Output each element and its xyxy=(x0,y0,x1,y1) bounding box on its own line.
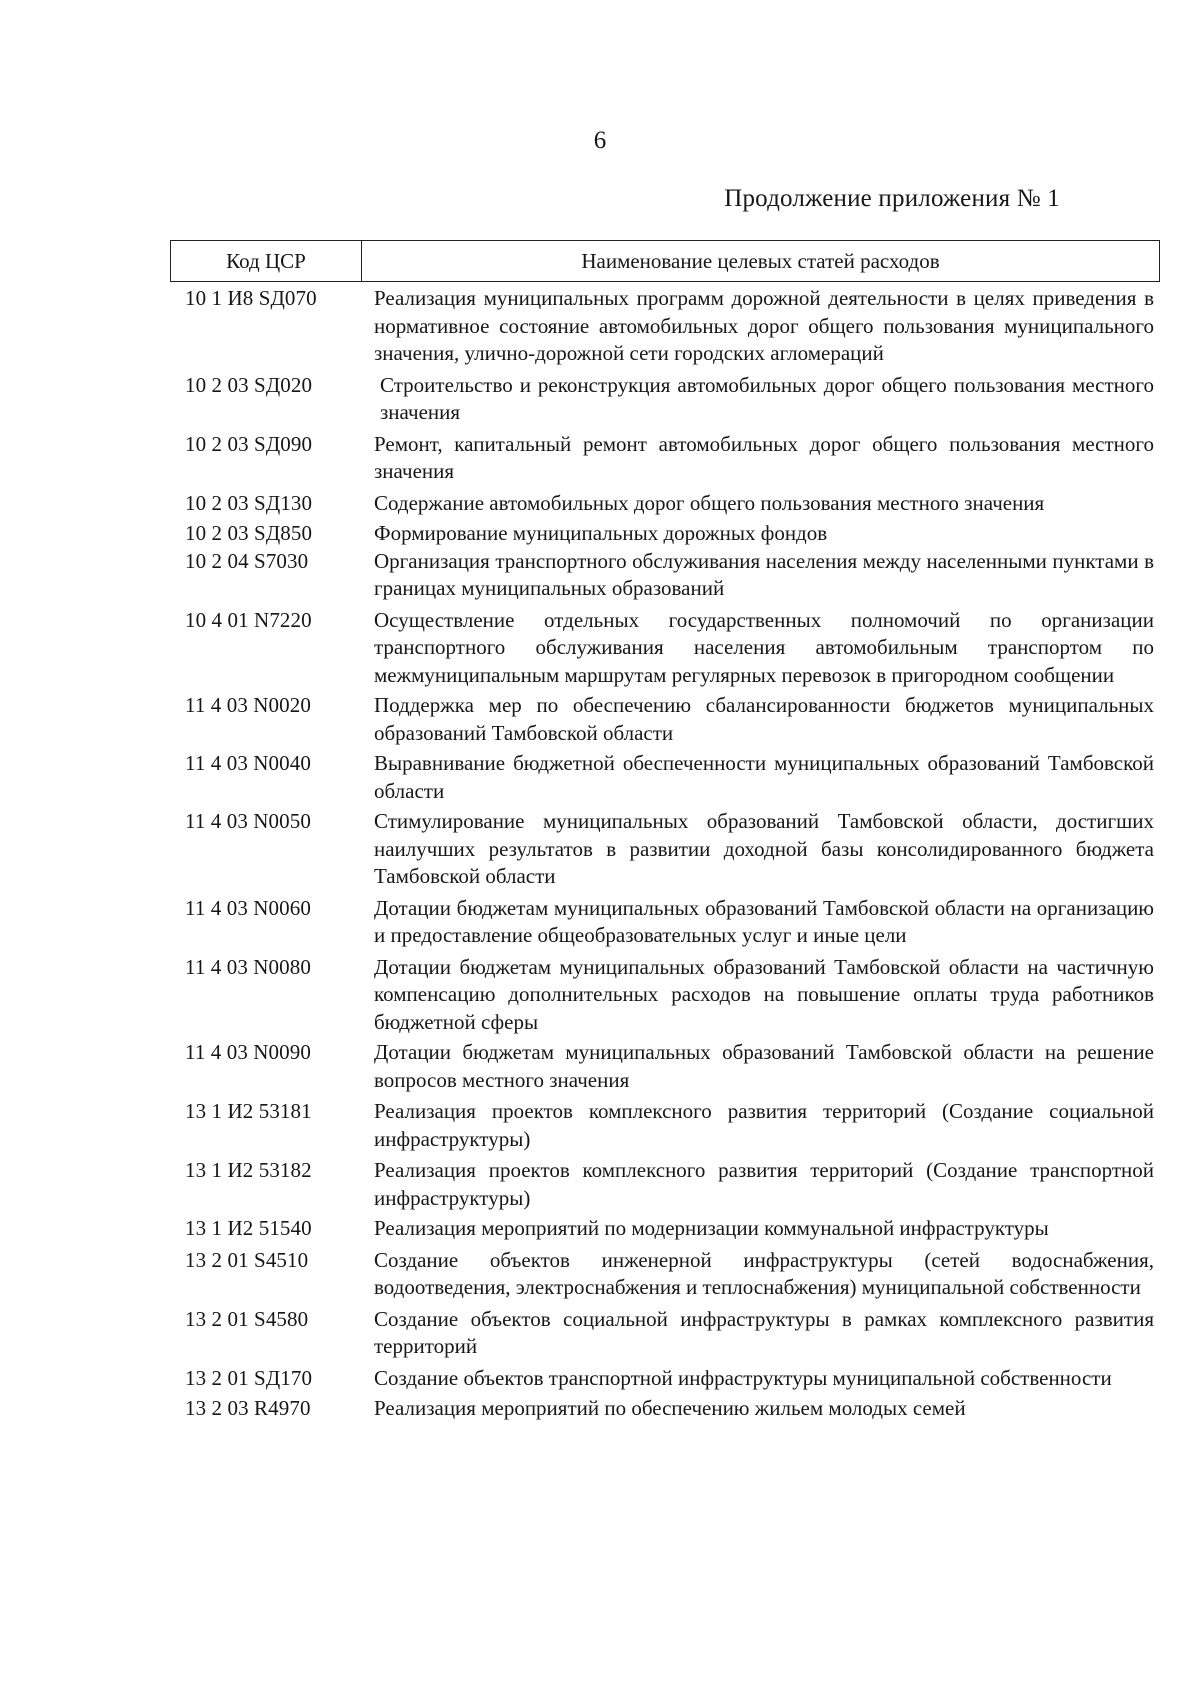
table-row xyxy=(170,692,1160,747)
table-row xyxy=(170,1157,1160,1212)
header-name: Наименование целевых статей расходов xyxy=(581,248,940,273)
row-name: Дотации бюджетам муниципальных образований Тамбовской области на решение вопросов местного значения xyxy=(374,1040,1154,1092)
table-body xyxy=(170,285,1160,1423)
row-name: Реализация проектов комплексного развития территорий (Создание транспортной инфраструктуры) xyxy=(374,1158,1154,1210)
row-code: 13 2 03 R4970 xyxy=(185,1396,311,1420)
row-code: 13 1 И2 53182 xyxy=(185,1158,312,1182)
row-name: Реализация проектов комплексного развития территорий (Создание социальной инфраструктуры) xyxy=(374,1099,1154,1151)
row-name: Реализация муниципальных программ дорожной деятельности в целях приведения в нормативное состояние автомобильных дорог общего пользования муниципального значения, улично-дорожной сети городских агломераций xyxy=(374,286,1154,365)
row-code: 11 4 03 N0060 xyxy=(185,895,311,920)
row-code: 11 4 03 N0050 xyxy=(185,809,311,833)
row-code: 13 2 01 S4580 xyxy=(185,1306,309,1331)
expense-codes-table xyxy=(170,240,1160,1423)
row-code: 10 2 03 SД850 xyxy=(185,521,313,545)
header-code: Код ЦСР xyxy=(171,241,362,281)
table-row xyxy=(170,750,1160,805)
table-row xyxy=(170,1395,1160,1423)
row-name: Содержание автомобильных дорог общего пользования местного значения xyxy=(374,490,1045,515)
table-row xyxy=(170,1098,1160,1153)
table-row xyxy=(170,285,1160,368)
row-name: Ремонт, капитальный ремонт автомобильных дорог общего пользования местного значения xyxy=(374,431,1154,483)
page-number: 6 xyxy=(593,127,607,154)
table-row xyxy=(170,431,1160,486)
row-name: Формирование муниципальных дорожных фондов xyxy=(374,521,828,545)
table-row xyxy=(170,1247,1160,1302)
row-code: 11 4 03 N0080 xyxy=(185,954,311,979)
table-row xyxy=(170,895,1160,950)
table-header xyxy=(170,240,1160,282)
row-code: 10 2 03 SД090 xyxy=(185,431,313,456)
table-row xyxy=(170,607,1160,690)
row-name: Стимулирование муниципальных образований Тамбовской области, достигших наилучших результатов в развитии доходной базы консолидированного бюджета Тамбовской области xyxy=(374,809,1154,888)
row-name: Дотации бюджетам муниципальных образований Тамбовской области на частичную компенсацию дополнительных расходов на повышение оплаты труда работников бюджетной сферы xyxy=(374,954,1154,1034)
row-name: Создание объектов социальной инфраструктуры в рамках комплексного развития территорий xyxy=(374,1306,1154,1358)
row-code: 10 4 01 N7220 xyxy=(185,607,312,632)
row-code: 11 4 03 N0090 xyxy=(185,1040,311,1064)
row-code: 11 4 03 N0040 xyxy=(185,751,311,775)
row-code: 10 2 04 S7030 xyxy=(185,548,309,573)
row-name: Организация транспортного обслуживания населения между населенными пунктами в границах муниципальных образований xyxy=(374,548,1154,600)
row-name: Выравнивание бюджетной обеспеченности муниципальных образований Тамбовской области xyxy=(374,751,1154,803)
table-row xyxy=(170,954,1160,1037)
row-name: Реализация мероприятий по обеспечению жильем молодых семей xyxy=(374,1396,966,1420)
row-name: Создание объектов инженерной инфраструктуры (сетей водоснабжения, водоотведения, электроснабжения и теплоснабжения) муниципальной собственности xyxy=(374,1247,1154,1299)
table-row xyxy=(170,372,1160,427)
row-code: 13 2 01 S4510 xyxy=(185,1247,309,1272)
row-code: 13 1 И2 53181 xyxy=(185,1099,312,1123)
row-name: Осуществление отдельных государственных полномочий по организации транспортного обслуживания населения автомобильным транспортом по межмуниципальным маршрутам регулярных перевозок в пригородном сообщении xyxy=(374,607,1154,687)
row-code: 10 2 03 SД020 xyxy=(185,372,313,397)
table-row xyxy=(170,1365,1160,1393)
row-name: Строительство и реконструкция автомобильных дорог общего пользования местного значения xyxy=(380,372,1154,424)
table-row xyxy=(170,1039,1160,1094)
row-code: 10 1 И8 SД070 xyxy=(185,286,317,310)
row-code: 13 1 И2 51540 xyxy=(185,1216,312,1240)
table-row xyxy=(170,548,1160,603)
row-name: Создание объектов транспортной инфраструктуры муниципальной собственности xyxy=(374,1365,1112,1390)
row-name: Поддержка мер по обеспечению сбалансированности бюджетов муниципальных образований Тамбовской области xyxy=(374,693,1154,745)
row-code: 10 2 03 SД130 xyxy=(185,490,313,515)
row-code: 11 4 03 N0020 xyxy=(185,693,311,717)
row-code: 13 2 01 SД170 xyxy=(185,1365,313,1390)
table-row xyxy=(170,520,1160,548)
table-row xyxy=(170,490,1160,518)
row-name: Реализация мероприятий по модернизации коммунальной инфраструктуры xyxy=(374,1216,1049,1240)
row-name: Дотации бюджетам муниципальных образований Тамбовской области на организацию и предоставление общеобразовательных услуг и иные цели xyxy=(374,895,1154,947)
table-row xyxy=(170,1215,1160,1243)
table-row xyxy=(170,808,1160,891)
appendix-title: Продолжение приложения № 1 xyxy=(724,185,1060,212)
table-row xyxy=(170,1306,1160,1361)
